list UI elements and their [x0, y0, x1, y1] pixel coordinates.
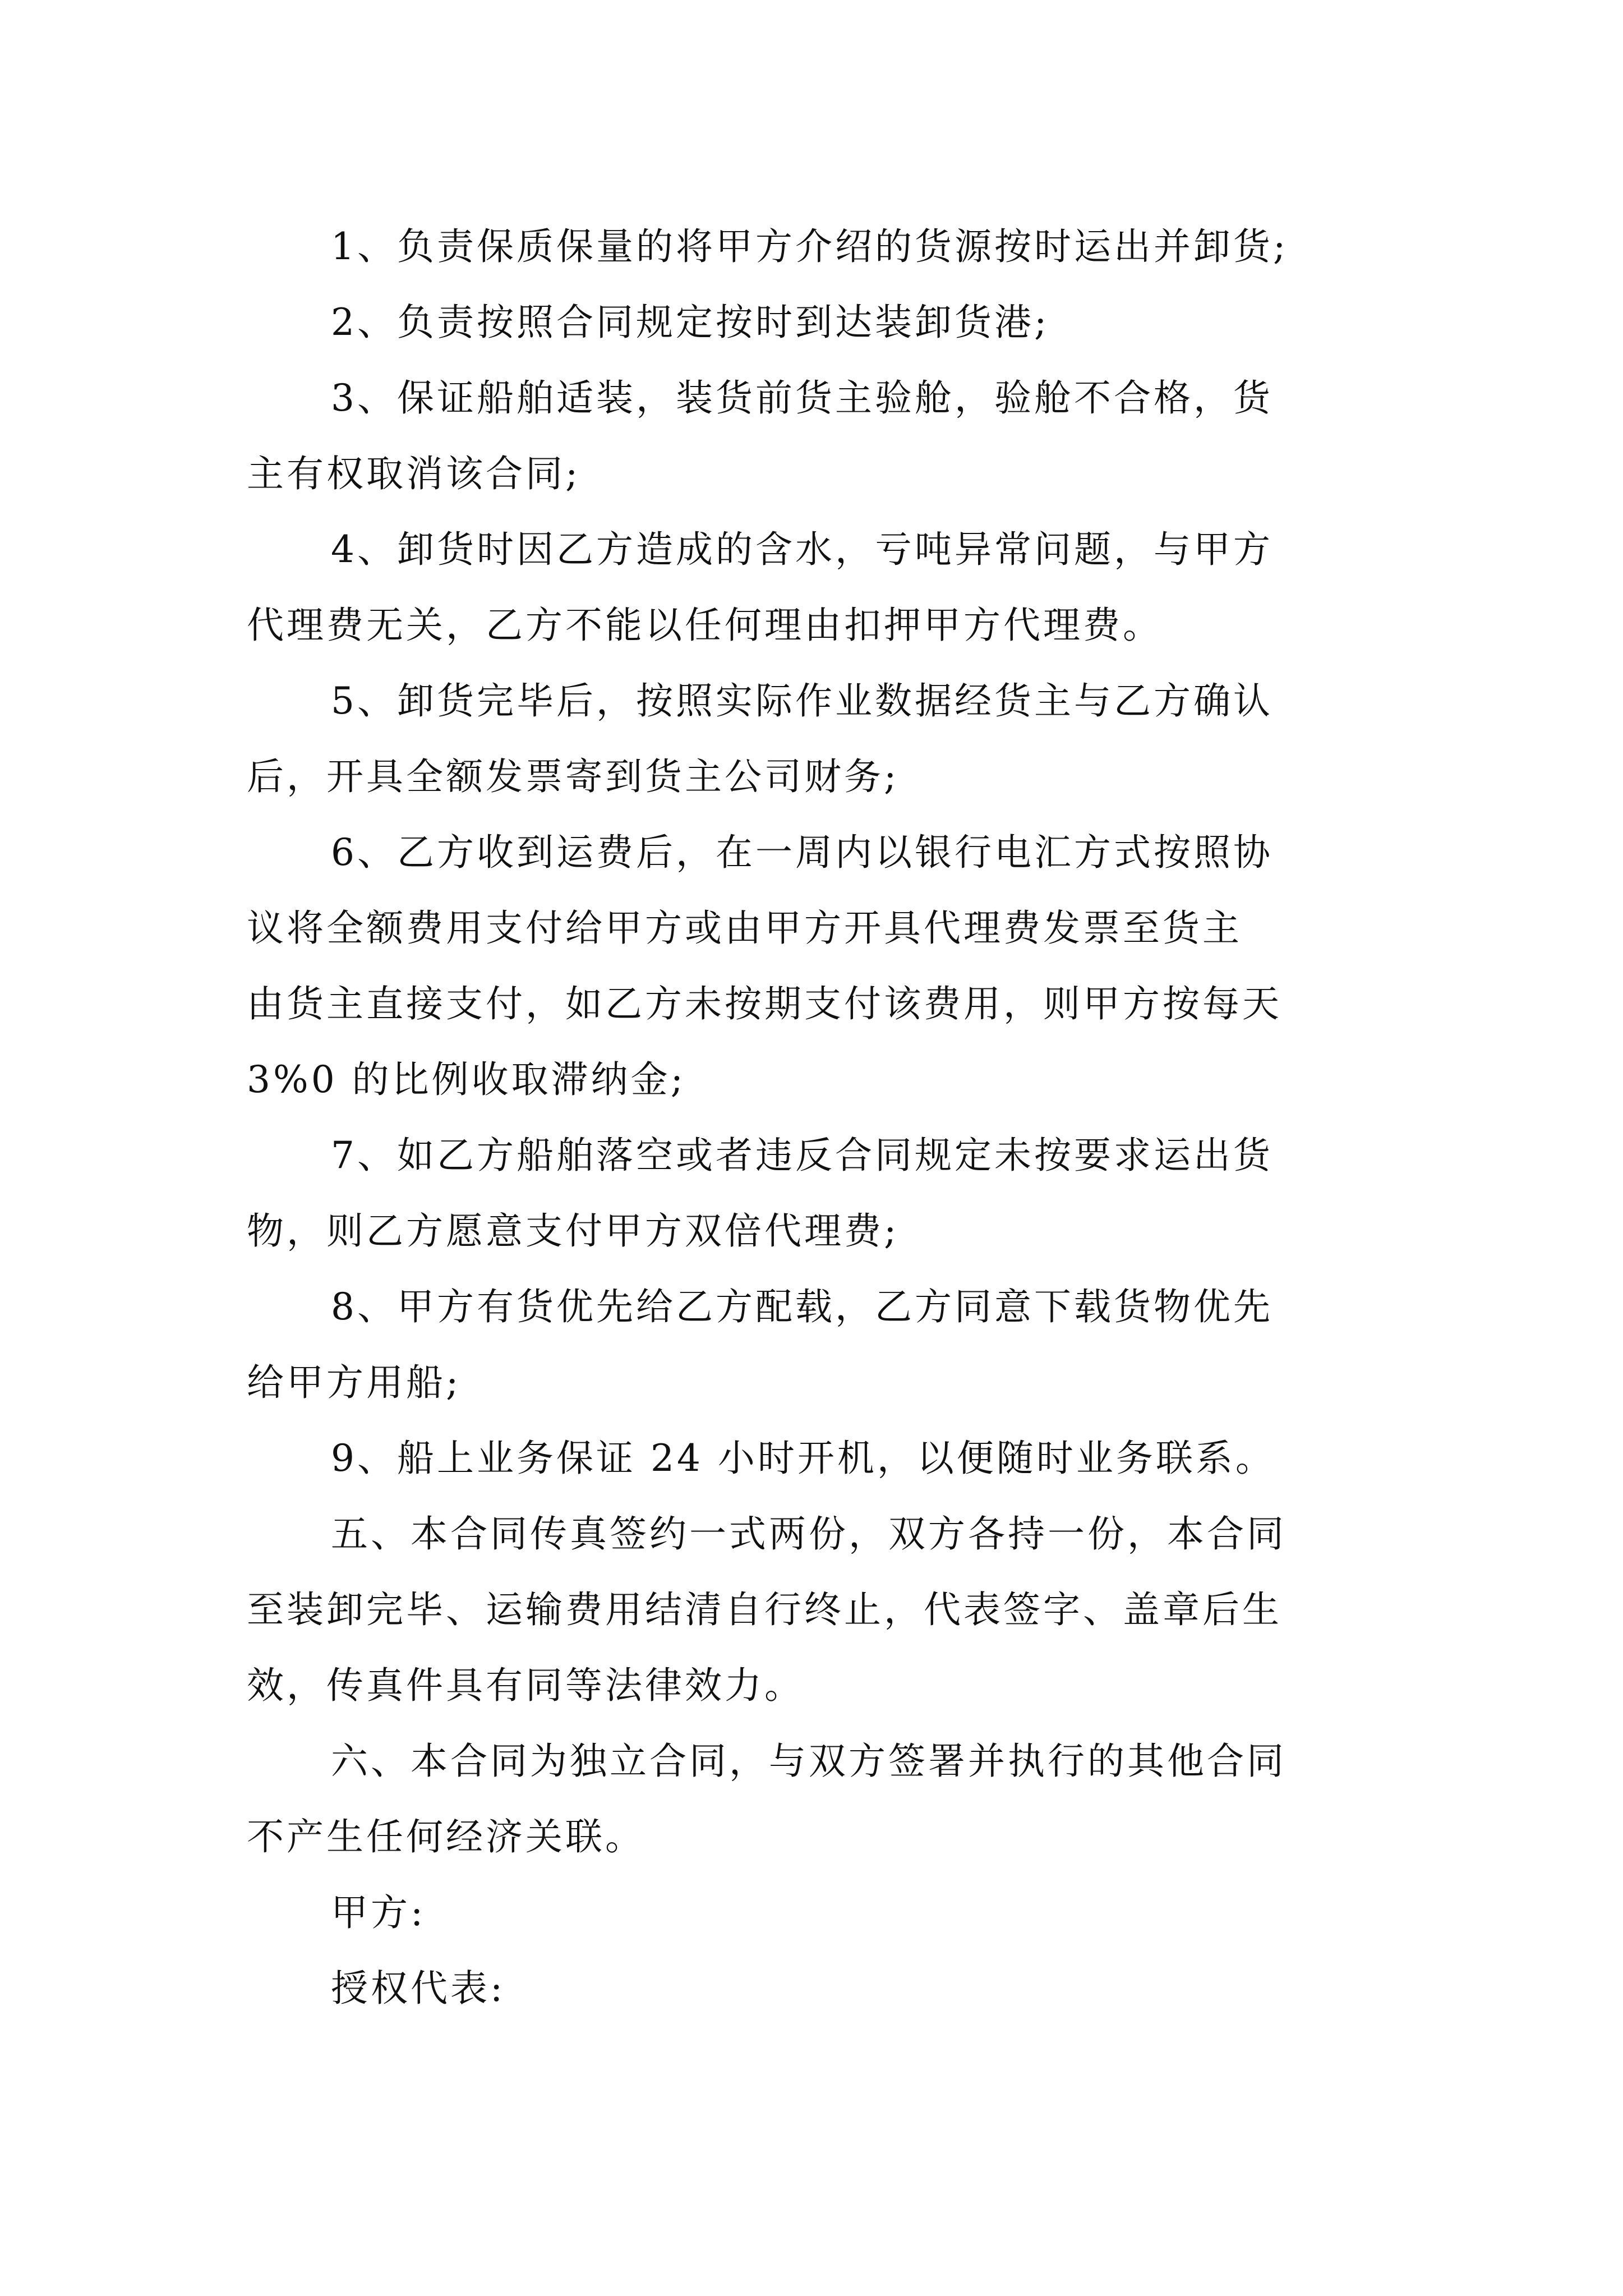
clause-9-line-1: 9、船上业务保证 24 小时开机，以便随时业务联系。 — [331, 1437, 1275, 1480]
clause-4-line-1: 4、卸货时因乙方造成的含水，亏吨异常问题，与甲方 — [331, 528, 1273, 571]
clause-8-line-2: 给甲方用船; — [247, 1361, 462, 1404]
clause-1-line-1: 1、负责保质保量的将甲方介绍的货源按时运出并卸货; — [331, 225, 1289, 268]
clause-2-line-1: 2、负责按照合同规定按时到达装卸货港; — [331, 301, 1050, 344]
clause-6-line-3: 由货主直接支付，如乙方未按期支付该费用，则甲方按每天 — [247, 982, 1282, 1025]
clause-7-line-1: 7、如乙方船舶落空或者违反合同规定未按要求运出货 — [331, 1134, 1273, 1177]
section-5-line-1: 五、本合同传真签约一式两份，双方各持一份，本合同 — [331, 1512, 1287, 1556]
clause-5-line-1: 5、卸货完毕后，按照实际作业数据经货主与乙方确认 — [331, 679, 1273, 723]
section-5-line-2: 至装卸完毕、运输费用结清自行终止，代表签字、盖章后生 — [247, 1588, 1282, 1631]
section-6-line-2: 不产生任何经济关联。 — [247, 1815, 645, 1858]
clause-3-line-1: 3、保证船舶适装，装货前货主验舱，验舱不合格，货 — [331, 376, 1273, 420]
clause-4-line-2: 代理费无关，乙方不能以任何理由扣押甲方代理费。 — [247, 604, 1163, 647]
clause-5-line-2: 后，开具全额发票寄到货主公司财务; — [247, 755, 900, 798]
authorized-representative-label: 授权代表: — [331, 1967, 506, 2010]
clause-8-line-1: 8、甲方有货优先给乙方配载，乙方同意下载货物优先 — [331, 1285, 1273, 1328]
clause-3-line-2: 主有权取消该合同; — [247, 452, 581, 495]
party-a-label: 甲方: — [331, 1891, 426, 1934]
clause-6-line-2: 议将全额费用支付给甲方或由甲方开具代理费发票至货主 — [247, 907, 1242, 950]
section-6-line-1: 六、本合同为独立合同，与双方签署并执行的其他合同 — [331, 1740, 1287, 1783]
clause-7-line-2: 物，则乙方愿意支付甲方双倍代理费; — [247, 1209, 900, 1253]
clause-6-line-1: 6、乙方收到运费后，在一周内以银行电汇方式按照协 — [331, 831, 1273, 874]
clause-6-line-4: 3%0 的比例收取滞纳金; — [247, 1058, 686, 1101]
section-5-line-3: 效，传真件具有同等法律效力。 — [247, 1664, 804, 1707]
